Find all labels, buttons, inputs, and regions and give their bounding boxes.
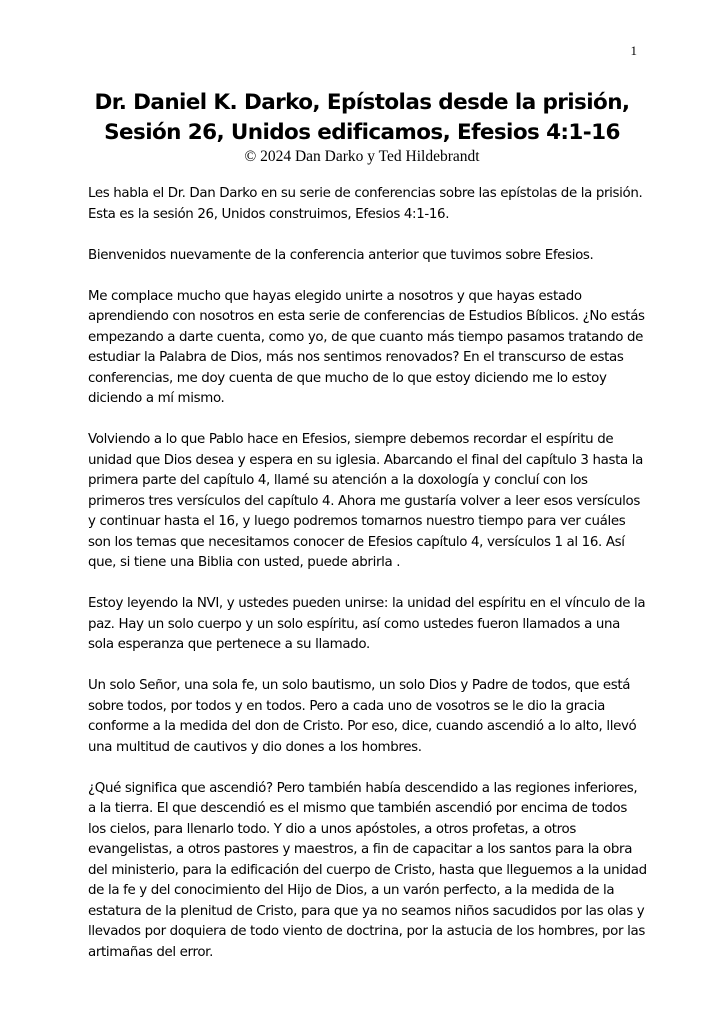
paragraph-unity: Volviendo a lo que Pablo hace en Efesios, siempre debemos recordar el espíritu de unidad que Dios desea y espera en su iglesia. Abarcando el final del capítulo 3 hasta la primera parte del capítulo 4, llamé su atención a la doxología y concluí con los primeros tres versículos del capítulo 4. Ahora me gustaría volver a leer esos versículos y continuar hasta el 16, y luego podremos tomarnos nuestro tiempo para ver cuáles son los temas que necesitamos conocer de Efesios capítulo 4, versículos 1 al 16. Así que, si tiene una Biblia con usted, puede abrirla . [88, 432, 644, 570]
body-text [88, 184, 648, 984]
paragraph-one-lord: Un solo Señor, una sola fe, un solo bautismo, un solo Dios y Padre de todos, que está sobre todos, por todos y en todos. Pero a cada uno de vosotros se le dio la gracia conforme a la medida del don de Cristo. Por eso, dice, cuando ascendió a lo alto, llevó una multitud de cautivos y dio dones a los hombres. [88, 678, 637, 755]
copyright-notice: © 2024 Dan Darko y Ted Hildebrandt [244, 148, 480, 165]
title-block [88, 88, 636, 166]
paragraph-reading: Estoy leyendo la NVI, y ustedes pueden unirse: la unidad del espíritu en el vínculo de la paz. Hay un solo cuerpo y un solo espíritu, así como ustedes fueron llamados a una sola esperanza que pertenece a su llamado. [88, 596, 646, 652]
paragraph-intro: Les habla el Dr. Dan Darko en su serie de conferencias sobre las epístolas de la prisión. Esta es la sesión 26, Unidos construimos, Efesios 4:1-16. [88, 186, 643, 222]
page-number: 1 [630, 43, 637, 58]
paragraph-welcome: Bienvenidos nuevamente de la conferencia anterior que tuvimos sobre Efesios. [88, 247, 594, 263]
paragraph-series: Me complace mucho que hayas elegido unirte a nosotros y que hayas estado aprendiendo con nosotros en esta serie de conferencias de Estudios Bíblicos. ¿No estás empezando a darte cuenta, como yo, de que cuanto más tiempo pasamos tratando de estudiar la Palabra de Dios, más nos sentimos renovados? En el transcurso de estas conferencias, me doy cuenta de que mucho de lo que estoy diciendo me lo estoy diciendo a mí mismo. [88, 288, 645, 406]
page-title-line-1: Dr. Daniel K. Darko, Epístolas desde la prisión, [94, 90, 630, 115]
page-title-line-2: Sesión 26, Unidos edificamos, Efesios 4:1-16 [104, 120, 620, 145]
paragraph-ascended: ¿Qué significa que ascendió? Pero también había descendido a las regiones inferiores, a la tierra. El que descendió es el mismo que también ascendió por encima de todos los cielos, para llenarlo todo. Y dio a unos apóstoles, a otros profetas, a otros evangelistas, a otros pastores y maestros, a fin de capacitar a los santos para la obra del ministerio, para la edificación del cuerpo de Cristo, hasta que lleguemos a la unidad de la fe y del conocimiento del Hijo de Dios, a un varón perfecto, a la medida de la estatura de la plenitud de Cristo, para que ya no seamos niños sacudidos por las olas y llevados por doquiera de todo viento de doctrina, por la astucia de los hombres, por las artimañas del error. [88, 780, 647, 960]
